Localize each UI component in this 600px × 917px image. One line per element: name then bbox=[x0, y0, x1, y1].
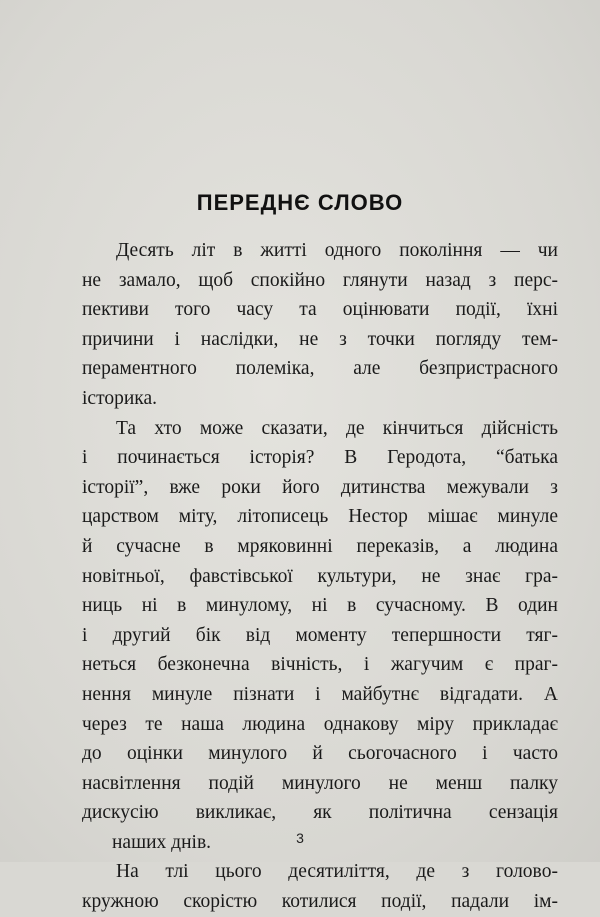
text-line: через те наша людина однакову міру прикладає bbox=[82, 713, 558, 735]
text-line: насвітлення подій минулого не менш палку bbox=[82, 772, 558, 794]
text-line: пективи того часу та оцінювати події, їхні bbox=[82, 299, 558, 321]
text-line: до оцінки минулого й сьогочасного і часто bbox=[82, 743, 558, 765]
page-body bbox=[82, 236, 558, 917]
text-line: наших днів. bbox=[112, 831, 212, 853]
text-line: нення минуле пізнати і майбутнє відгадати. А bbox=[82, 683, 558, 705]
text-line: новітньої, фавстівської культури, не знає гра- bbox=[82, 565, 558, 587]
text-line: дискусію викликає, як політична сензація bbox=[82, 802, 558, 824]
text-line: не замало, щоб спокійно глянути назад з перс- bbox=[82, 269, 558, 291]
text-line: кружною скорістю котилися події, падали ім- bbox=[82, 891, 558, 913]
text-line: Десять літ в житті одного покоління — чи bbox=[116, 240, 558, 261]
page-title: ПЕРЕДНЄ СЛОВО bbox=[196, 190, 404, 215]
text-line: На тлі цього десятиліття, де з головo- bbox=[116, 861, 558, 883]
text-line: Та хто може сказати, де кінчиться дійсність bbox=[116, 417, 558, 439]
page-number: 3 bbox=[296, 830, 304, 846]
text-line: пераментного полеміка, але безпристрасного bbox=[82, 358, 558, 380]
text-line: й сучасне в мряковинні переказів, а людина bbox=[82, 535, 558, 557]
text-line: і другий бік від моменту тепершности тяг- bbox=[82, 624, 558, 646]
text-line: і починається історія? В Геродота, “батька bbox=[82, 447, 558, 469]
text-line: ниць ні в минулому, ні в сучасному. В один bbox=[82, 595, 558, 617]
text-line: неться безконечна вічність, і жагучим є праг- bbox=[82, 654, 558, 676]
text-line: історика. bbox=[82, 387, 157, 409]
text-line: царством міту, літописець Нестор мішає минуле bbox=[82, 506, 558, 528]
text-line: причини і наслідки, не з точки погляду тем- bbox=[82, 328, 558, 350]
text-line: історії”, вже роки його дитинства межували з bbox=[82, 476, 558, 498]
